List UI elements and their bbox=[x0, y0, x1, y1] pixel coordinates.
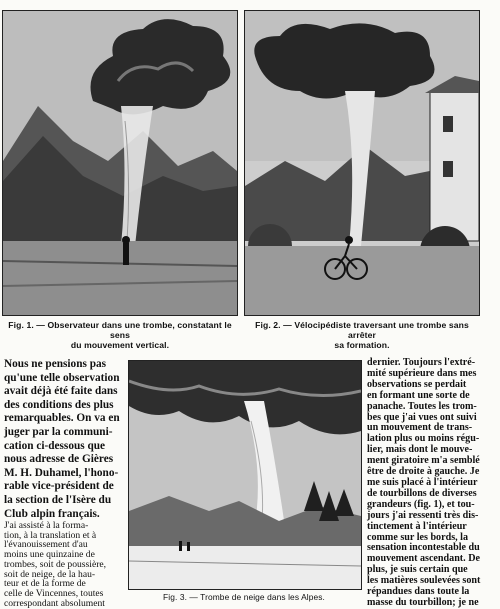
figure-1-illustration bbox=[2, 10, 238, 316]
figure-2-illustration bbox=[244, 10, 480, 316]
figure-3-caption: Fig. 3. — Trombe de neige dans les Alpes. bbox=[163, 592, 325, 602]
figure-2-caption: Fig. 2. — Vélocipédiste traversant une trombe sans arrêter sa formation. bbox=[255, 320, 469, 350]
figure-3-illustration bbox=[128, 360, 362, 590]
left-column-quote: J'ai assisté à la forma- tion, à la translation et à l'évanouissement d'au moins une quinzaine de trombes, soit de poussière, soit de neige, de la hau- teur et de la forme de celle de Vincennes, toutes correspondant absolument bbox=[4, 520, 107, 609]
right-column-text: dernier. Toujours l'extré- mité supérieure dans mes observations se perdait en formant une sorte de panache. Toutes les trom- bes que j'ai vues ont suivi un mouvement de trans- lation plus ou moins régu- lier, mais dont le mouve- ment giratoire m'a semblé être de droite à gauche. Je me suis placé à l'intérieur de tourbillons de diverses grandeurs (fig. 1), et tou- jours j'ai ressenti très dis- tinctement à l'intérieur comme sur les bords, la sensation incontestable du mouvement ascendant. De plus, je suis certain que les matières soulevées sont répandues dans toute la masse du tourbillon; je ne bbox=[367, 357, 481, 608]
figure-1-caption: Fig. 1. — Observateur dans une trombe, constatant le sens du mouvement vertical. bbox=[8, 320, 232, 350]
left-column-intro: Nous ne pensions pas qu'une telle observation avait déjà été faite dans des conditions des plus remarquables. On va en juger par la communi- cation ci-dessous que nous adresse de Gières M. H. Duhamel, l'hono- rable vice-président de la section de l'Isère du Club alpin français. bbox=[4, 358, 120, 520]
